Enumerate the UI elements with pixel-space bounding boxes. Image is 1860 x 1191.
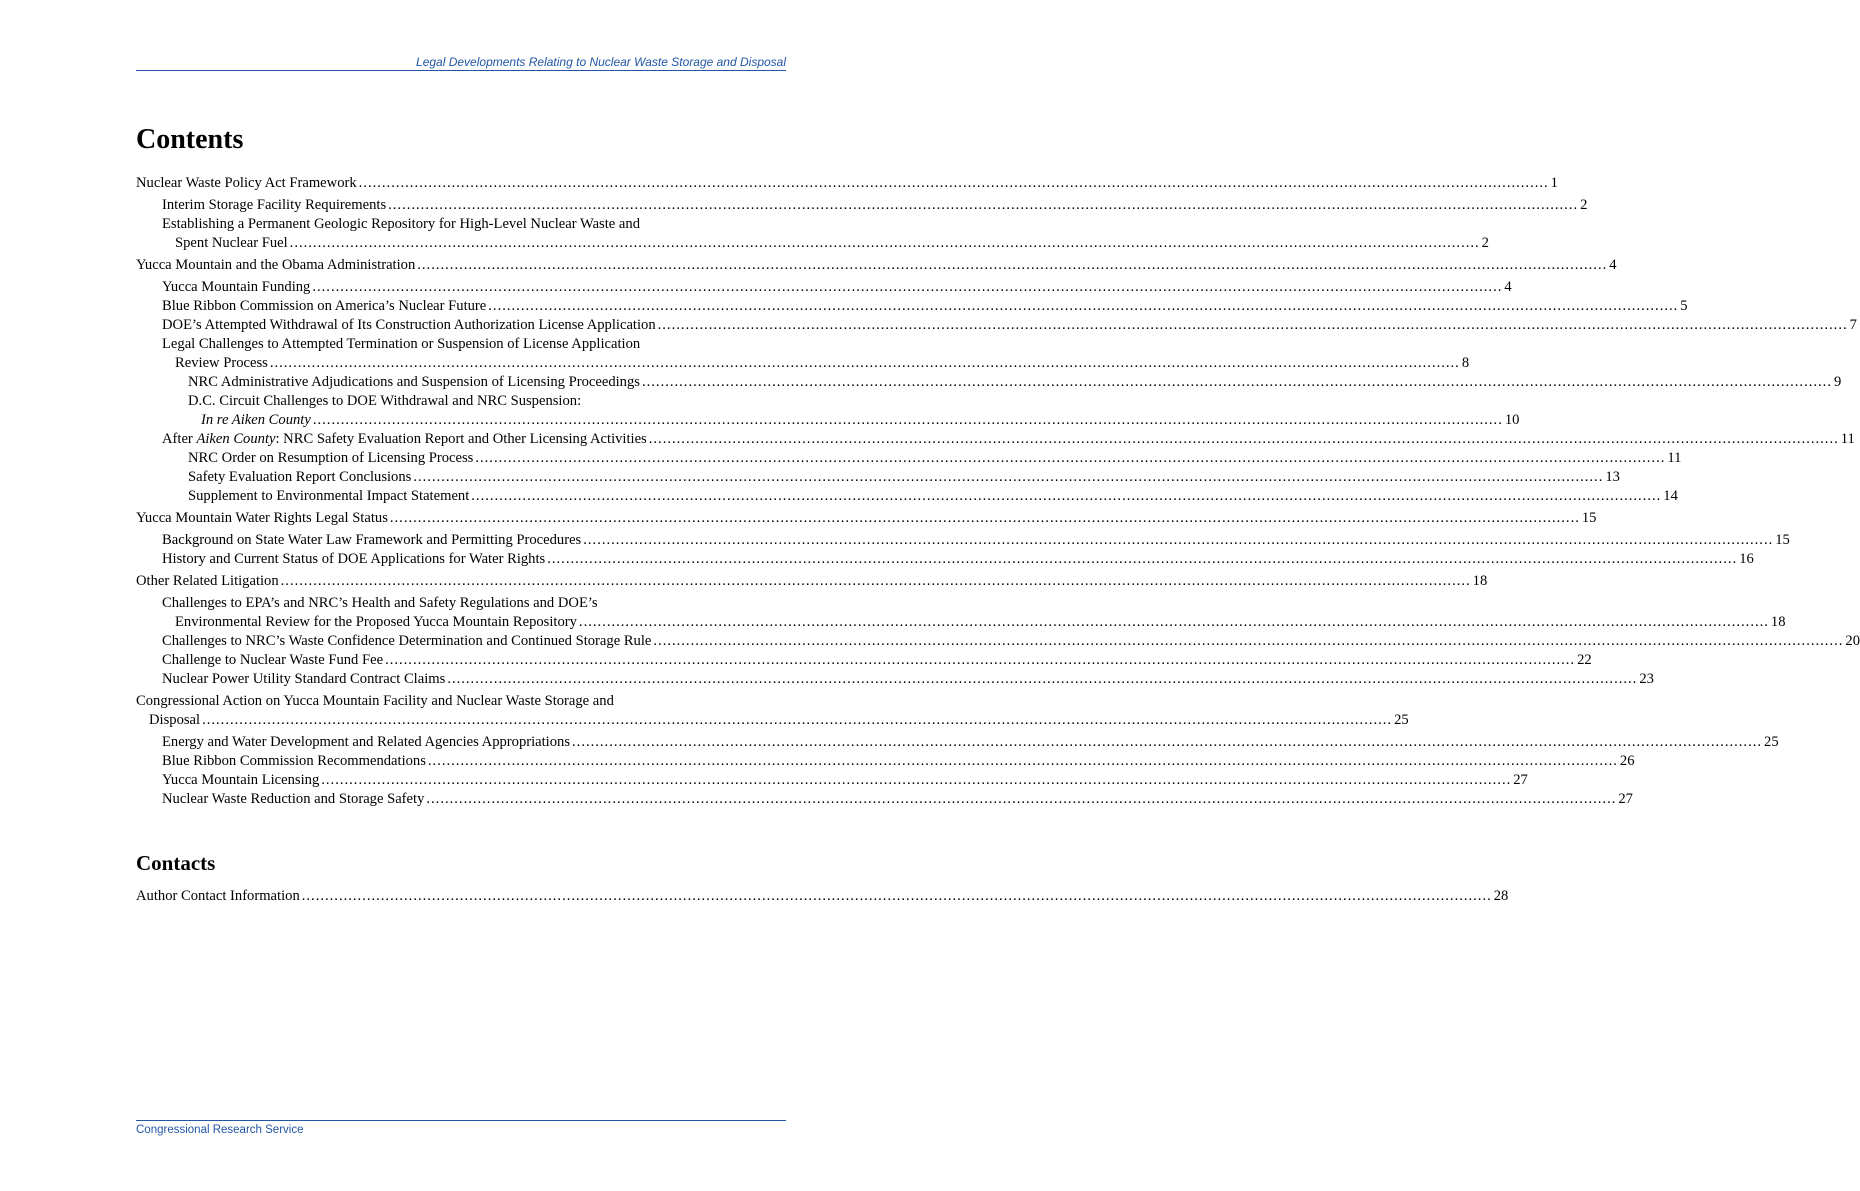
page-number: 25	[1764, 734, 1779, 750]
toc-entry-state-water-law[interactable]: Background on State Water Law Framework and Permitting Procedures ..... 15	[136, 531, 784, 550]
toc-entry-yucca-licensing[interactable]: Yucca Mountain Licensing ..... 27	[136, 771, 784, 790]
page-number: 16	[1739, 551, 1754, 567]
footer-org: Congressional Research Service	[136, 1124, 304, 1136]
page-number: 4	[1609, 257, 1617, 273]
toc-entry-waste-fund-fee[interactable]: Challenge to Nuclear Waste Fund Fee ..... 22	[136, 651, 784, 670]
page-number: 5	[1680, 298, 1688, 314]
toc-entry-yucca-obama[interactable]: Yucca Mountain and the Obama Administration ..... 4	[136, 256, 784, 275]
toc-entry-other-litigation[interactable]: Other Related Litigation ..... 18	[136, 572, 784, 591]
contacts-heading: Contacts	[136, 851, 216, 875]
toc-entry-yucca-funding[interactable]: Yucca Mountain Funding ..... 4	[136, 278, 784, 297]
toc-entry-blue-ribbon[interactable]: Blue Ribbon Commission on America’s Nuclear Future ..... 5	[136, 297, 784, 316]
toc-entry-ser-conclusions[interactable]: Safety Evaluation Report Conclusions ..... 13	[136, 468, 784, 487]
page-number: 23	[1639, 671, 1654, 687]
page-number: 2	[1580, 197, 1588, 213]
toc-entry-permanent-repository[interactable]: Establishing a Permanent Geologic Repository for High-Level Nuclear Waste and Spent Nuclear Fuel ..... 2	[136, 215, 784, 253]
toc-entry-doe-water-applications[interactable]: History and Current Status of DOE Applications for Water Rights ..... 16	[136, 550, 784, 569]
page-number: 9	[1833, 374, 1842, 390]
toc-entry-nwpa-framework[interactable]: Nuclear Waste Policy Act Framework ..... 1	[136, 174, 784, 193]
page-number: 28	[1493, 888, 1509, 904]
page-number: 15	[1775, 532, 1790, 548]
running-header: Legal Developments Relating to Nuclear Waste Storage and Disposal	[416, 55, 786, 69]
contacts-list	[136, 887, 1509, 906]
page-number: 27	[1513, 772, 1528, 788]
toc-entry-nrc-order[interactable]: NRC Order on Resumption of Licensing Process ..... 11	[136, 449, 784, 468]
page-number: 4	[1504, 279, 1512, 295]
page-number: 13	[1605, 469, 1620, 485]
toc-entry-legal-challenges[interactable]: Legal Challenges to Attempted Termination or Suspension of License Application Review Process ..... 8	[136, 335, 784, 373]
page-number: 25	[1394, 712, 1409, 728]
toc-entry-water-rights[interactable]: Yucca Mountain Water Rights Legal Status ..... 15	[136, 509, 784, 528]
toc-entry-congressional-action[interactable]: Congressional Action on Yucca Mountain Facility and Nuclear Waste Storage and Disposal ..... 25	[136, 692, 784, 730]
toc-entry-doe-withdrawal[interactable]: DOE’s Attempted Withdrawal of Its Construction Authorization License Application ..... 7	[136, 316, 784, 335]
toc-entry-eis-supplement[interactable]: Supplement to Environmental Impact Statement ..... 14	[136, 487, 784, 506]
page-number: 8	[1461, 355, 1470, 371]
page-number: 11	[1840, 431, 1855, 447]
page-number: 22	[1577, 652, 1592, 668]
page-number: 10	[1504, 412, 1520, 428]
toc-entry-brc-recommendations[interactable]: Blue Ribbon Commission Recommendations ..... 26	[136, 752, 784, 771]
page-number: 11	[1667, 450, 1682, 466]
page-number: 18	[1770, 614, 1786, 630]
table-of-contents	[136, 174, 1860, 809]
page-number: 15	[1581, 510, 1597, 526]
page-number: 26	[1619, 753, 1635, 769]
header-rule	[136, 70, 786, 71]
footer-rule	[136, 1120, 786, 1121]
page-number: 7	[1849, 317, 1857, 333]
toc-entry-utility-contract-claims[interactable]: Nuclear Power Utility Standard Contract Claims ..... 23	[136, 670, 784, 689]
toc-entry-epa-nrc-challenges[interactable]: Challenges to EPA’s and NRC’s Health and Safety Regulations and DOE’s Environmental Review for the Proposed Yucca Mountain Repository ..... 18	[136, 594, 784, 632]
toc-entry-author-contact[interactable]: Author Contact Information ..... 28	[136, 887, 784, 906]
toc-entry-appropriations[interactable]: Energy and Water Development and Related Agencies Appropriations ..... 25	[136, 733, 784, 752]
page-number: 14	[1663, 488, 1678, 504]
page-number: 18	[1472, 573, 1488, 589]
toc-entry-interim-storage[interactable]: Interim Storage Facility Requirements ..... 2	[136, 196, 784, 215]
toc-entry-storage-safety[interactable]: Nuclear Waste Reduction and Storage Safety ..... 27	[136, 790, 784, 809]
page-number: 2	[1481, 235, 1489, 251]
toc-entry-dc-circuit[interactable]: D.C. Circuit Challenges to DOE Withdrawal and NRC Suspension: In re Aiken County ..... 10	[136, 392, 784, 430]
page-number: 27	[1618, 791, 1633, 807]
toc-entry-waste-confidence[interactable]: Challenges to NRC’s Waste Confidence Determination and Continued Storage Rule ..... 20	[136, 632, 784, 651]
contents-heading: Contents	[136, 124, 244, 155]
toc-entry-after-aiken[interactable]: After Aiken County: NRC Safety Evaluation Report and Other Licensing Activities ..... 11	[136, 430, 784, 449]
toc-entry-nrc-adjudications[interactable]: NRC Administrative Adjudications and Suspension of Licensing Proceedings ..... 9	[136, 373, 784, 392]
page-number: 1	[1550, 175, 1558, 191]
page-number: 20	[1845, 633, 1860, 649]
